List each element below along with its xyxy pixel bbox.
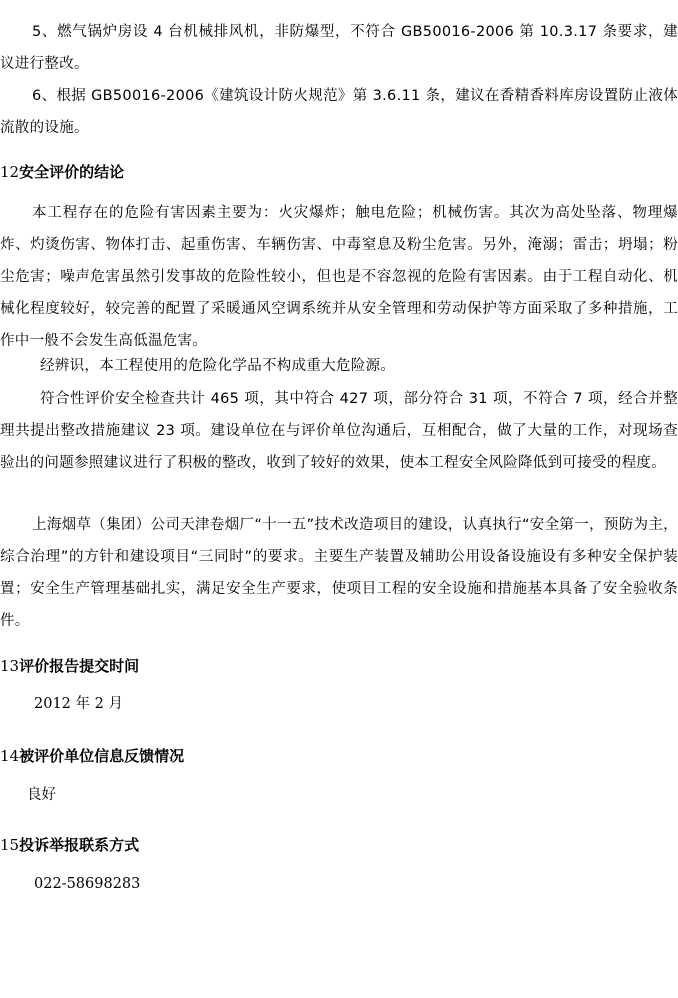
complaint-phone-number: 022-58698283 bbox=[34, 876, 141, 892]
feedback-status: 良好 bbox=[27, 787, 56, 803]
section-14-heading bbox=[0, 740, 184, 772]
section-14-number: 14 bbox=[0, 747, 20, 765]
section-13-heading bbox=[0, 650, 139, 682]
section-12-title: 安全评价的结论 bbox=[19, 163, 125, 181]
section-15-number: 15 bbox=[0, 836, 20, 854]
section-13-number: 13 bbox=[0, 657, 20, 675]
report-submission-date: 2012 年 2 月 bbox=[34, 696, 123, 712]
recommendation-item-5: 5、燃气锅炉房设 4 台机械排风机，非防爆型，不符合 GB50016-2006 第 10.3.17 条要求，建议进行整改。 bbox=[0, 24, 678, 72]
section-12-number: 12 bbox=[0, 163, 20, 181]
conclusion-paragraph-3: 符合性评价安全检查共计 465 项，其中符合 427 项，部分符合 31 项，不符合 7 项，经合并整理共提出整改措施建议 23 项。建设单位在与评价单位沟通后，互相配合，做了大量的工作，对现场查验出的问题参照建议进行了积极的整改，收到了较好的效果，使本工程安全风险降低到可接受的程度。 bbox=[0, 391, 678, 471]
section-13-title: 评价报告提交时间 bbox=[19, 657, 140, 675]
section-15-title: 投诉举报联系方式 bbox=[19, 836, 140, 854]
section-12-heading bbox=[0, 156, 124, 188]
conclusion-paragraph-1: 本工程存在的危险有害因素主要为：火灾爆炸；触电危险；机械伤害。其次为高处坠落、物理爆炸、灼烫伤害、物体打击、起重伤害、车辆伤害、中毒窒息及粉尘危害。另外，淹溺；雷击；坍塌；粉尘危害；噪声危害虽然引发事故的危险性较小，但也是不容忽视的危险有害因素。由于工程自动化、机械化程度较好，较完善的配置了采暖通风空调系统并从安全管理和劳动保护等方面采取了多种措施，工作中一般不会发生高低温危害。 bbox=[0, 205, 678, 349]
conclusion-paragraph-4: 上海烟草（集团）公司天津卷烟厂“十一五”技术改造项目的建设，认真执行“安全第一，预防为主，综合治理”的方针和建设项目“三同时”的要求。主要生产装置及辅助公用设备设施设有多种安全保护装置；安全生产管理基础扎实，满足安全生产要求，使项目工程的安全设施和措施基本具备了安全验收条件。 bbox=[0, 517, 678, 629]
conclusion-paragraph-2: 经辨识，本工程使用的危险化学品不构成重大危险源。 bbox=[40, 358, 396, 374]
section-15-heading bbox=[0, 829, 139, 861]
recommendation-item-6: 6、根据 GB50016-2006《建筑设计防火规范》第 3.6.11 条，建议在香精香料库房设置防止液体流散的设施。 bbox=[0, 88, 678, 136]
section-14-title: 被评价单位信息反馈情况 bbox=[19, 747, 185, 765]
